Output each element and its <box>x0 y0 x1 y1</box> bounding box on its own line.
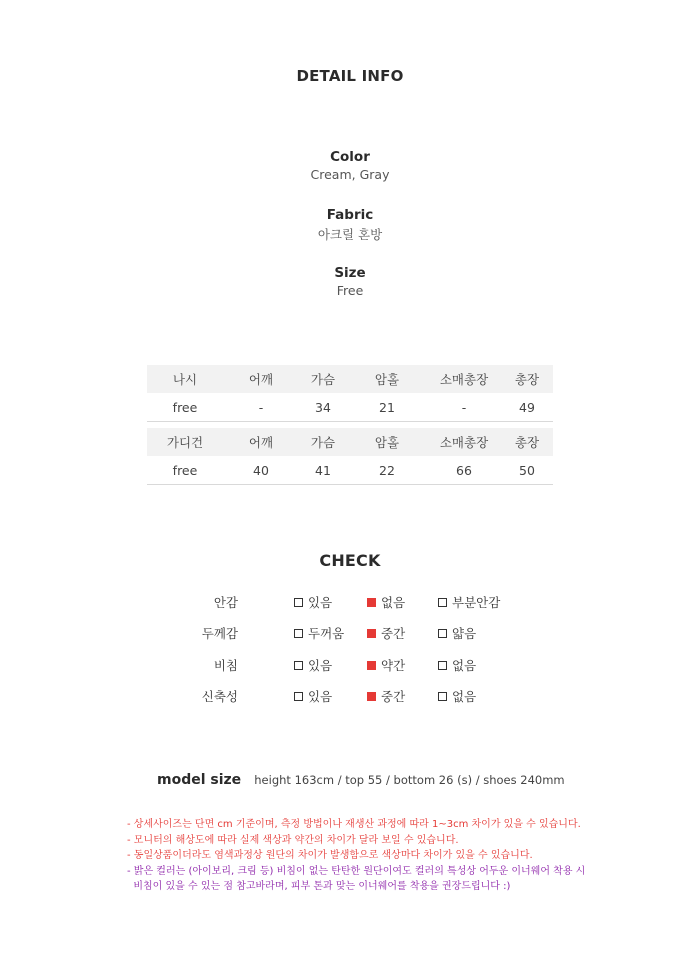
table-cell: 49 <box>519 399 535 415</box>
color-label: Color <box>330 149 370 165</box>
size-table-sleeveless <box>147 365 553 422</box>
notice-item: 비침이 있을 수 있는 점 참고바라며, 피부 톤과 맞는 이너웨어를 착용을 권장드립니다 :) <box>127 881 511 892</box>
table-header-cell: 암홀 <box>374 435 400 450</box>
check-option <box>438 593 500 611</box>
check-option-selected <box>367 593 405 611</box>
check-option <box>294 624 344 642</box>
model-size <box>157 769 565 788</box>
checkbox-empty-icon <box>294 629 303 638</box>
size-label: Size <box>334 265 366 281</box>
check-title: CHECK <box>319 551 381 570</box>
table-header-cell: 소매총장 <box>439 435 489 450</box>
table-header-cell: 총장 <box>514 435 540 450</box>
table-header-row <box>147 365 553 393</box>
checkbox-empty-icon <box>294 598 303 607</box>
checkbox-empty-icon <box>438 598 447 607</box>
check-option <box>438 624 476 642</box>
table-header-cell: 가디건 <box>166 435 204 450</box>
check-option <box>294 656 332 674</box>
check-option-label: 없음 <box>381 595 406 610</box>
table-cell: 34 <box>315 399 331 415</box>
notice-item: - 상세사이즈는 단면 cm 기준이며, 측정 방법이나 재생산 과정에 따라 1~3cm 차이가 있을 수 있습니다. <box>127 819 581 830</box>
table-cell: 22 <box>379 462 395 478</box>
checkbox-filled-icon <box>367 598 376 607</box>
color-value: Cream, Gray <box>310 167 390 182</box>
check-row-thickness <box>0 624 700 644</box>
table-header-cell: 암홀 <box>374 372 400 387</box>
check-option-label: 약간 <box>381 658 406 673</box>
check-option <box>438 656 476 674</box>
checkbox-empty-icon <box>438 692 447 701</box>
table-row <box>147 393 553 422</box>
fabric-value: 아크릴 혼방 <box>317 227 383 242</box>
table-cell: free <box>172 399 198 415</box>
check-label: 두께감 <box>201 626 238 641</box>
check-option-label: 두꺼움 <box>308 626 345 641</box>
table-row <box>147 456 553 485</box>
check-option-label: 있음 <box>308 689 333 704</box>
checkbox-filled-icon <box>367 692 376 701</box>
table-header-cell: 가슴 <box>310 372 336 387</box>
table-cell: - <box>461 399 467 415</box>
table-cell: 21 <box>379 399 395 415</box>
table-cell: 66 <box>456 462 472 478</box>
check-row-sheerness <box>0 656 700 676</box>
table-header-cell: 소매총장 <box>439 372 489 387</box>
fabric-label: Fabric <box>326 207 374 223</box>
table-header-row <box>147 428 553 456</box>
checkbox-empty-icon <box>294 692 303 701</box>
check-option-selected <box>367 656 405 674</box>
check-option-label: 부분안감 <box>452 595 501 610</box>
table-header-cell: 어깨 <box>248 435 274 450</box>
table-header-cell: 총장 <box>514 372 540 387</box>
table-header-cell: 나시 <box>172 372 198 387</box>
table-cell: free <box>172 462 198 478</box>
check-option <box>438 687 476 705</box>
check-option-label: 중간 <box>381 689 406 704</box>
check-option-label: 있음 <box>308 658 333 673</box>
check-label: 비침 <box>213 658 238 673</box>
check-option-selected <box>367 624 405 642</box>
table-cell: 41 <box>315 462 331 478</box>
detail-info-title: DETAIL INFO <box>296 67 404 85</box>
size-value: Free <box>336 283 364 298</box>
check-option-label: 없음 <box>452 689 477 704</box>
table-cell: 50 <box>519 462 535 478</box>
check-row-stretch <box>0 687 700 707</box>
table-cell: 40 <box>253 462 269 478</box>
checkbox-empty-icon <box>294 661 303 670</box>
check-label: 안감 <box>213 595 238 610</box>
model-size-text: height 163cm / top 55 / bottom 26 (s) / shoes 240mm <box>254 773 565 787</box>
table-cell: - <box>258 399 264 415</box>
checkbox-empty-icon <box>438 661 447 670</box>
model-size-label: model size <box>157 772 242 788</box>
check-label: 신축성 <box>201 689 238 704</box>
notice-item: - 모니터의 해상도에 따라 실제 색상과 약간의 차이가 달라 보일 수 있습니다. <box>127 834 459 846</box>
size-table-cardigan <box>147 428 553 485</box>
checkbox-empty-icon <box>438 629 447 638</box>
check-option-selected <box>367 687 405 705</box>
table-header-cell: 어깨 <box>248 372 274 387</box>
check-option-label: 있음 <box>308 595 333 610</box>
check-option-label: 없음 <box>452 658 477 673</box>
table-header-cell: 가슴 <box>310 435 336 450</box>
check-row-lining <box>0 593 700 613</box>
checkbox-filled-icon <box>367 661 376 670</box>
check-option-label: 중간 <box>381 626 406 641</box>
check-option-label: 얇음 <box>452 626 477 641</box>
check-option <box>294 687 332 705</box>
checkbox-filled-icon <box>367 629 376 638</box>
notice-item: - 동일상품이더라도 염색과정상 원단의 차이가 발생함으로 색상마다 차이가 있을 수 있습니다. <box>127 850 533 861</box>
check-option <box>294 593 332 611</box>
notice-list <box>127 817 587 895</box>
notice-item: - 밝은 컬러는 (아이보리, 크림 등) 비침이 없는 탄탄한 원단이여도 컬러의 특성상 어두운 이너웨어 착용 시 <box>127 865 586 877</box>
